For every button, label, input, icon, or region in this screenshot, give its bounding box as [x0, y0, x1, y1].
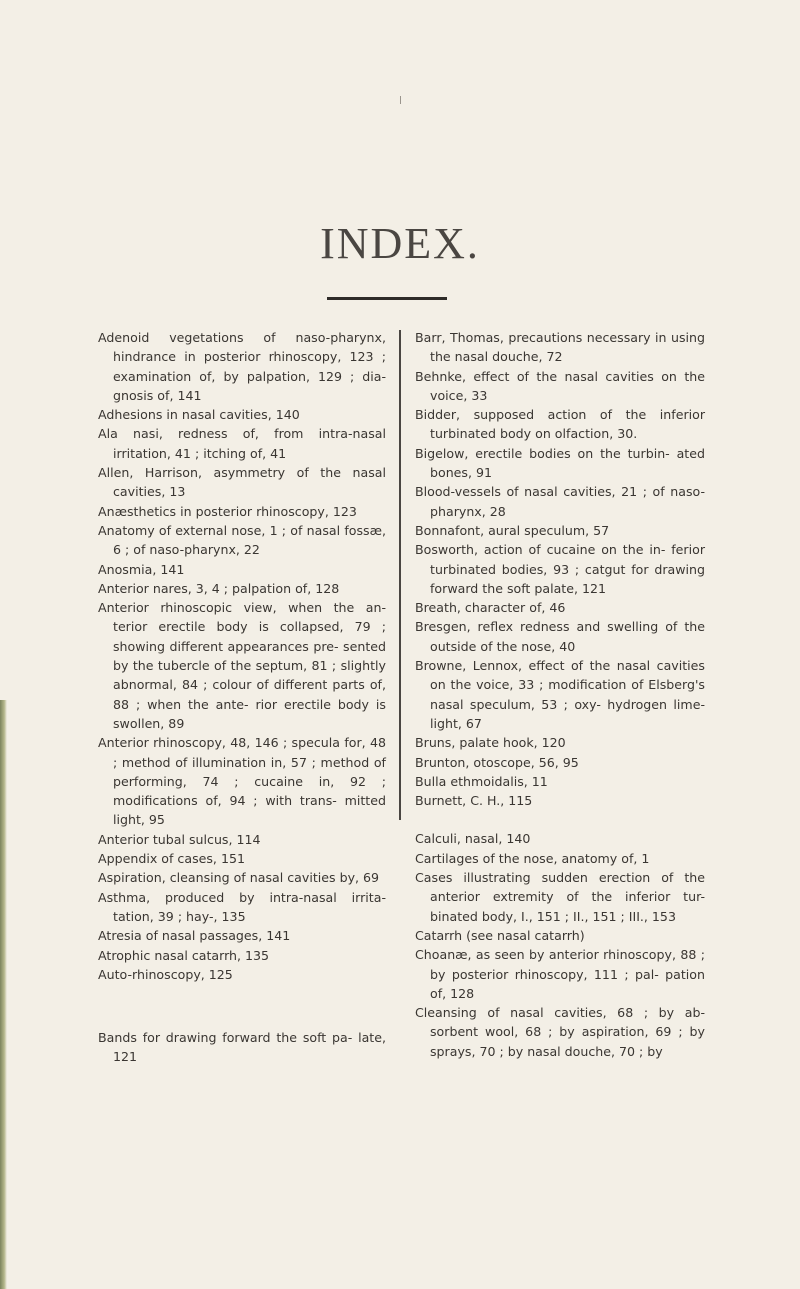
index-entry: Atrophic nasal catarrh, 135 [98, 947, 270, 963]
index-entry: Cartilages of the nose, anatomy of, 1 [415, 850, 650, 866]
index-entry: Allen, Harrison, asymmetry of the nasal cavities, 13 [98, 465, 386, 500]
page-mark [400, 96, 401, 104]
column-divider [399, 330, 401, 820]
index-entry: Bands for drawing forward the soft pa- late, 121 [98, 1030, 386, 1065]
index-entry: Bresgen, reflex redness and swelling of the outside of the nose, 40 [415, 619, 705, 654]
page-title: INDEX. [320, 219, 480, 268]
index-entry: Adhesions in nasal cavities, 140 [98, 407, 300, 423]
title-rule [327, 297, 447, 300]
index-entry: Anæsthetics in posterior rhinoscopy, 123 [98, 503, 357, 519]
section-gap [415, 810, 705, 829]
index-column-left [98, 328, 386, 1067]
index-entry: Anterior rhinoscopic view, when the an- terior erectile body is collapsed, 79 ; showing different appearances pre- sented by the tubercle of the septum, 81 ; slightly abnormal, 84 ; colour of different parts of, 88 ; when the ante- rior erectile body is swollen, 89 [98, 600, 386, 731]
index-entry: Bonnafont, aural speculum, 57 [415, 522, 610, 538]
page-edge-shadow [0, 700, 7, 1289]
index-entry: Blood-vessels of nasal cavities, 21 ; of naso-pharynx, 28 [415, 484, 705, 519]
index-entry: Atresia of nasal passages, 141 [98, 928, 291, 944]
index-entry: Choanæ, as seen by anterior rhinoscopy, 88 ; by posterior rhinoscopy, 111 ; pal- pation of, 128 [415, 947, 705, 1001]
index-entry: Asthma, produced by intra-nasal irrita- tation, 39 ; hay-, 135 [98, 889, 386, 924]
index-entry: Bigelow, erectile bodies on the turbin- ated bones, 91 [415, 445, 705, 481]
index-entry: Cases illustrating sudden erection of the anterior extremity of the inferior tur- binated body, I., 151 ; II., 151 ; III., 153 [415, 870, 705, 924]
index-entry: Browne, Lennox, effect of the nasal cavities on the voice, 33 ; modification of Elsberg's nasal speculum, 53 ; oxy- hydrogen lime-light, 67 [415, 658, 705, 731]
index-entry: Bosworth, action of cucaine on the in- ferior turbinated bodies, 93 ; catgut for drawing forward the soft palate, 121 [415, 542, 705, 596]
index-entry: Bulla ethmoidalis, 11 [415, 773, 548, 789]
index-entry: Appendix of cases, 151 [98, 851, 245, 867]
index-entry: Behnke, effect of the nasal cavities on the voice, 33 [415, 368, 705, 403]
index-entry: Cleansing of nasal cavities, 68 ; by ab- sorbent wool, 68 ; by aspiration, 69 ; by sprays, 70 ; by nasal douche, 70 ; by [415, 1005, 705, 1059]
index-entry: Anosmia, 141 [98, 561, 185, 577]
index-entry: Ala nasi, redness of, from intra-nasal irritation, 41 ; itching of, 41 [98, 426, 386, 461]
index-entry: Bidder, supposed action of the inferior turbinated body on olfaction, 30. [415, 407, 705, 442]
index-entry: Anatomy of external nose, 1 ; of nasal fossæ, 6 ; of naso-pharynx, 22 [98, 522, 386, 558]
index-entry: Auto-rhinoscopy, 125 [98, 966, 233, 982]
index-entry: Catarrh (see nasal catarrh) [415, 927, 585, 943]
index-entry: Anterior rhinoscopy, 48, 146 ; specula for, 48 ; method of illumination in, 57 ; method of performing, 74 ; cucaine in, 92 ; modifications of, 94 ; with trans- mitted light, 95 [98, 735, 386, 828]
index-entry: Bruns, palate hook, 120 [415, 735, 566, 751]
index-entry: Breath, character of, 46 [415, 600, 566, 616]
index-entry: Burnett, C. H., 115 [415, 793, 533, 809]
index-entry: Brunton, otoscope, 56, 95 [415, 754, 579, 770]
index-entry: Aspiration, cleansing of nasal cavities by, 69 [98, 870, 380, 886]
section-gap [98, 984, 386, 1028]
index-entry: Calculi, nasal, 140 [415, 831, 531, 847]
index-entry: Anterior tubal sulcus, 114 [98, 831, 261, 847]
index-column-right [415, 328, 705, 1061]
index-entry: Anterior nares, 3, 4 ; palpation of, 128 [98, 580, 340, 596]
index-entry: Barr, Thomas, precautions necessary in using the nasal douche, 72 [415, 330, 705, 365]
index-entry: Adenoid vegetations of naso-pharynx, hindrance in posterior rhinoscopy, 123 ; examination of, by palpation, 129 ; dia- gnosis of, 141 [98, 330, 386, 403]
